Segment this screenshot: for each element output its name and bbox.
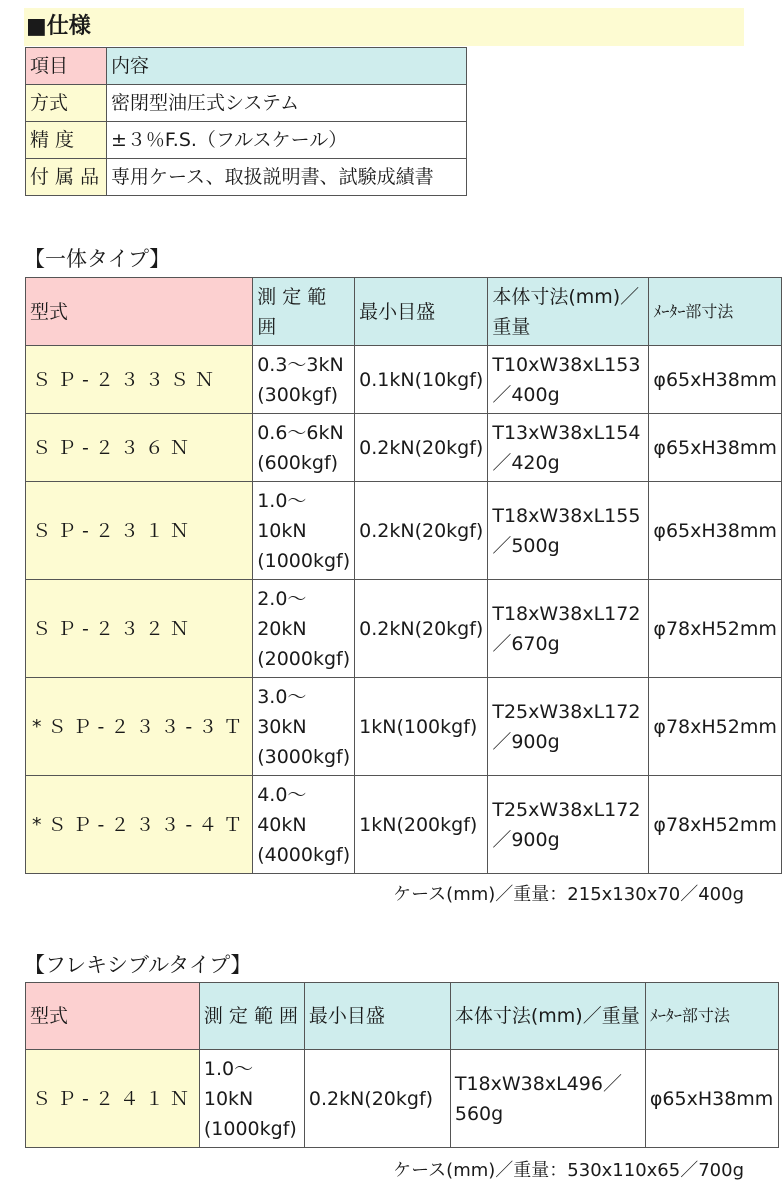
meter-size-cell-line: φ78xH52mm [653,617,777,640]
integral-footnote: ケース(mm)／重量：215x130x70／400g [393,884,744,905]
meter-size-cell-line: φ78xH52mm [653,715,777,738]
header-min: 最小目盛 [304,983,450,1050]
header-model: 型式 [26,983,200,1050]
min-scale-cell-line: 0.2kN(20kgf) [359,617,484,640]
meter-size-cell-line: φ65xH38mm [653,436,777,459]
model-cell [26,678,253,776]
dimensions-cell-line: T25xW38xL172 [492,798,641,821]
meter-size-cell-line: φ78xH52mm [653,813,777,836]
dimensions-cell [450,1050,645,1148]
model-cell [26,580,253,678]
range-cell-line: (1000kgf) [257,549,351,572]
spec-heading: ■仕様 [24,8,744,46]
header-dims: 本体寸法(mm)／重量 [488,278,649,346]
dimensions-cell-line: ／400g [492,383,560,406]
dimensions-cell-line: T25xW38xL172 [492,700,641,723]
dimensions-cell [488,414,649,482]
dimensions-cell [488,482,649,580]
product-row [26,776,782,874]
header-range: 測 定 範 囲 [199,983,304,1050]
spec-header-value: 内容 [107,48,467,85]
dimensions-cell-line: ／500g [492,534,560,557]
min-scale-cell-line: 1kN(200kgf) [359,813,478,836]
range-cell-line: 30kN [257,715,307,738]
dimensions-cell-line: ／420g [492,451,560,474]
range-cell [253,678,355,776]
meter-size-cell [645,1050,778,1148]
range-cell-line: 4.0～ [257,783,307,806]
spec-value: ±３％F.S.（フルスケール） [107,122,467,159]
range-cell [253,580,355,678]
meter-size-cell-line: φ65xH38mm [649,1087,774,1110]
model-cell-line: *ＳＰ-２３３-３Ｔ [32,715,249,738]
min-scale-cell [355,678,488,776]
dimensions-cell-line: T10xW38xL153 [492,353,641,376]
dimensions-cell [488,678,649,776]
range-cell-line: 1.0～ [203,1057,254,1080]
range-cell-line: 10kN [257,519,307,542]
dimensions-cell-line: T13xW38xL154 [492,421,641,444]
spec-value: 密閉型油圧式システム [107,85,467,122]
product-row [26,1050,779,1148]
range-cell-line: 20kN [257,617,307,640]
meter-size-cell [649,580,782,678]
spec-header-label: 項目 [26,48,107,85]
integral-title: 【一体タイプ】 [24,247,171,271]
header-min: 最小目盛 [355,278,488,346]
range-cell-line: 0.3～3kN [257,353,344,376]
range-cell-line: (600kgf) [257,451,339,474]
range-cell-line: 2.0～ [257,587,307,610]
meter-size-cell [649,776,782,874]
range-cell [253,346,355,414]
product-row [26,414,782,482]
meter-size-cell [649,678,782,776]
min-scale-cell-line: 0.2kN(20kgf) [359,436,484,459]
dimensions-cell-line: 560g [454,1102,504,1125]
min-scale-cell [355,482,488,580]
flexible-footnote: ケース(mm)／重量：530x110x65／700g [393,1160,744,1181]
model-cell [26,346,253,414]
range-cell-line: 0.6～6kN [257,421,344,444]
flexible-header-row [26,983,779,1050]
range-cell-line: (300kgf) [257,383,339,406]
min-scale-cell [355,414,488,482]
range-cell-line: 10kN [203,1087,254,1110]
range-cell [253,414,355,482]
dimensions-cell-line: ／900g [492,828,560,851]
header-meter: ﾒｰﾀｰ部寸法 [649,278,782,346]
header-model: 型式 [26,278,253,346]
dimensions-cell-line: ／900g [492,730,560,753]
header-range: 測 定 範 囲 [253,278,355,346]
model-cell-line: ＳＰ-２３２Ｎ [32,617,195,640]
dimensions-cell-line: T18xW38xL172 [492,602,641,625]
product-row [26,346,782,414]
spec-header-row [26,48,467,85]
model-cell-line: ＳＰ-２３３ＳＮ [32,368,220,391]
range-cell-line: (4000kgf) [257,843,351,866]
range-cell-line: (2000kgf) [257,647,351,670]
range-cell [199,1050,304,1148]
header-dims: 本体寸法(mm)／重量 [450,983,645,1050]
dimensions-cell [488,776,649,874]
spec-value: 専用ケース、取扱説明書、試験成績書 [107,159,467,196]
model-cell-line: ＳＰ-２３１Ｎ [32,519,195,542]
flexible-title: 【フレキシブルタイプ】 [24,953,252,977]
min-scale-cell-line: 0.2kN(20kgf) [359,519,484,542]
meter-size-cell-line: φ65xH38mm [653,519,777,542]
header-meter: ﾒｰﾀｰ部寸法 [645,983,778,1050]
meter-size-cell-line: φ65xH38mm [653,368,777,391]
dimensions-cell [488,346,649,414]
range-cell-line: 40kN [257,813,307,836]
model-cell-line: ＳＰ-２４１Ｎ [32,1087,195,1110]
spec-row [26,122,467,159]
model-cell [26,482,253,580]
model-cell [26,776,253,874]
min-scale-cell [355,776,488,874]
dimensions-cell-line: T18xW38xL496／ [454,1072,622,1095]
min-scale-cell-line: 1kN(100kgf) [359,715,478,738]
spec-table [25,47,467,196]
min-scale-cell-line: 0.1kN(10kgf) [359,368,484,391]
dimensions-cell-line: ／670g [492,632,560,655]
product-row [26,580,782,678]
range-cell-line: (1000kgf) [203,1117,297,1140]
spec-row [26,85,467,122]
min-scale-cell-line: 0.2kN(20kgf) [308,1087,434,1110]
spec-label: 精 度 [26,122,107,159]
min-scale-cell [355,580,488,678]
spec-label: 付 属 品 [26,159,107,196]
spec-label: 方式 [26,85,107,122]
model-cell-line: ＳＰ-２３６Ｎ [32,436,195,459]
meter-size-cell [649,346,782,414]
product-row [26,678,782,776]
dimensions-cell-line: T18xW38xL155 [492,504,641,527]
range-cell [253,776,355,874]
product-row [26,482,782,580]
model-cell [26,1050,200,1148]
min-scale-cell [355,346,488,414]
dimensions-cell [488,580,649,678]
meter-size-cell [649,414,782,482]
meter-size-cell [649,482,782,580]
model-cell [26,414,253,482]
min-scale-cell [304,1050,450,1148]
model-cell-line: *ＳＰ-２３３-４Ｔ [32,813,249,836]
integral-header-row [26,278,782,346]
range-cell-line: (3000kgf) [257,745,351,768]
spec-row [26,159,467,196]
range-cell-line: 3.0～ [257,685,307,708]
integral-table [25,277,782,874]
range-cell-line: 1.0～ [257,489,307,512]
flexible-table [25,982,779,1148]
range-cell [253,482,355,580]
